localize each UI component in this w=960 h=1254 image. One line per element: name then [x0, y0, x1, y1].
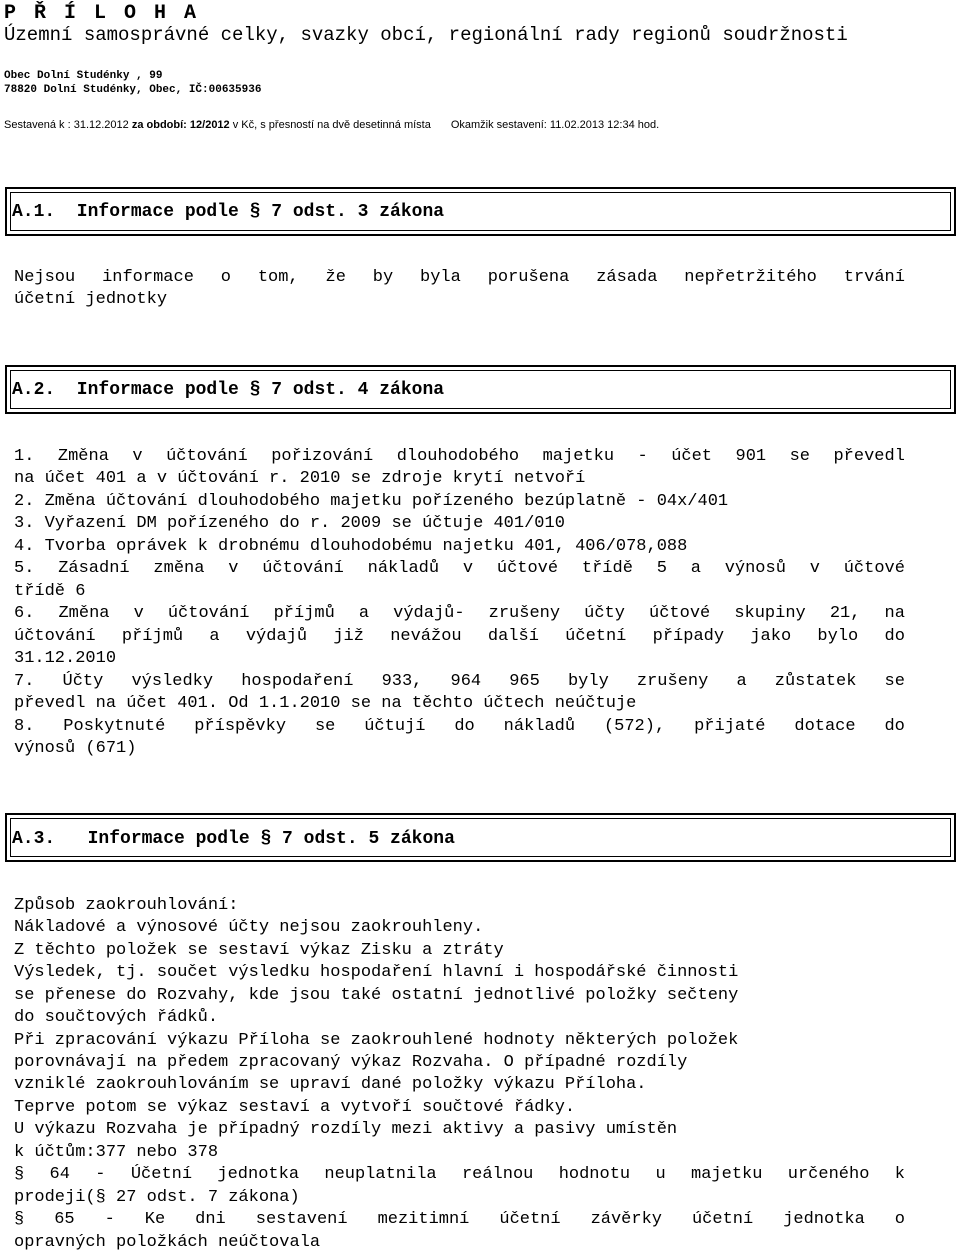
- word: Ke: [144, 1210, 166, 1229]
- word: 964: [450, 672, 482, 691]
- word: 1.: [14, 447, 35, 466]
- word: hospodaření: [241, 672, 354, 691]
- word: -: [95, 1165, 106, 1184]
- section-a3-line: prodeji(§ 27 odst. 7 zákona): [14, 1188, 300, 1207]
- word: a: [736, 672, 747, 691]
- word: majetku: [542, 447, 615, 466]
- word: třídě: [581, 559, 633, 578]
- section-a3-line: k účtům:377 nebo 378: [14, 1143, 219, 1162]
- word: nákladů: [367, 559, 440, 578]
- word: -: [637, 447, 648, 466]
- word: že: [325, 268, 346, 287]
- word: Změna: [57, 447, 109, 466]
- word: majetku: [691, 1165, 763, 1184]
- word: 965: [509, 672, 540, 691]
- word: zrušeny: [488, 604, 561, 623]
- section-a2-line: [14, 603, 905, 625]
- word: zrušeny: [636, 672, 709, 691]
- section-a2-line: třídě 6: [14, 582, 86, 601]
- word: Změna: [58, 604, 110, 623]
- section-a2-line: [14, 716, 905, 738]
- word: do: [884, 717, 905, 736]
- word: určeného: [787, 1165, 870, 1184]
- organization-address: 78820 Dolní Studénky, Obec, IČ:00635936: [4, 84, 262, 96]
- word: -: [104, 1210, 115, 1229]
- word: účtování: [14, 627, 96, 646]
- word: v: [132, 447, 143, 466]
- section-a3-line: [14, 1209, 905, 1231]
- section-a3-line: Při zpracování výkazu Příloha se zaokrouhlené hodnoty některých položek: [14, 1031, 739, 1050]
- section-a3-line: Teprve potom se výkaz sestaví a vytvoří součtové řádky.: [14, 1098, 576, 1117]
- section-a3-line: se přenese do Rozvahy, kde jsou také ostatní jednotlivé položky sečteny: [14, 986, 739, 1005]
- word: hodnotu: [558, 1165, 631, 1184]
- word: účtové: [649, 604, 711, 623]
- word: dni: [195, 1210, 226, 1229]
- word: byly: [567, 672, 609, 691]
- word: výnosů: [724, 559, 786, 578]
- word: účtové: [496, 559, 559, 578]
- word: bylo: [817, 627, 859, 646]
- word: účtové: [843, 559, 905, 578]
- word: informace: [102, 268, 194, 287]
- word: 933,: [381, 672, 423, 691]
- word: případy: [652, 627, 725, 646]
- word: jako: [750, 627, 792, 646]
- section-a2-line: výnosů (671): [14, 739, 137, 758]
- moment-value: 11.02.2013 12:34 hod.: [549, 119, 660, 131]
- word: sestavení: [255, 1210, 348, 1229]
- report-meta-line: [4, 119, 659, 131]
- section-a2-line: [14, 446, 905, 468]
- word: 901: [735, 447, 767, 466]
- word: byla: [420, 268, 461, 287]
- section-a1-line: [14, 267, 905, 289]
- section-a3-line: porovnávají na předem zpracovaný výkaz Rozvaha. O případné rozdíly: [14, 1053, 688, 1072]
- section-a3-line: Z těchto položek se sestaví výkaz Zisku a ztráty: [14, 941, 504, 960]
- section-a3-line: Způsob zaokrouhlování:: [14, 896, 239, 915]
- word: 8.: [14, 717, 35, 736]
- word: se: [314, 717, 336, 736]
- word: do: [454, 717, 475, 736]
- section-a2-line: 3. Vyřazení DM pořízeného do r. 2009 se účtuje 401/010: [14, 514, 565, 533]
- section-a3-line: U výkazu Rozvaha je případný rozdíly mezi aktivy a pasivy umístěn: [14, 1120, 678, 1139]
- section-a2-line: [14, 558, 905, 580]
- word: účtují: [364, 717, 426, 736]
- compiled-label: Sestavená k :: [4, 119, 71, 131]
- precision-note: v Kč, s přesností na dvě desetinná místa: [232, 119, 431, 131]
- section-a3-line: opravných položkách neúčtovala: [14, 1233, 321, 1252]
- word: 5: [656, 559, 667, 578]
- word: jednotka: [217, 1165, 300, 1184]
- word: účetní: [565, 627, 627, 646]
- section-a3-line: Nákladové a výnosové účty nejsou zaokrouhleny.: [14, 918, 484, 937]
- word: 21,: [829, 604, 861, 623]
- word: reálnou: [461, 1165, 534, 1184]
- word: výsledky: [131, 672, 214, 691]
- word: zásada: [596, 268, 658, 287]
- section-a2-line: 31.12.2010: [14, 649, 117, 668]
- word: v: [462, 559, 474, 578]
- section-a2-line: na účet 401 a v účtování r. 2010 se zdroje krytí netvoří: [14, 469, 586, 488]
- word: příjmů: [273, 604, 335, 623]
- word: o: [220, 268, 231, 287]
- word: účetní: [691, 1210, 754, 1229]
- word: porušena: [487, 268, 570, 287]
- moment-label: Okamžik sestavení:: [450, 119, 547, 131]
- section-a2-line: 2. Změna účtování dlouhodobého majetku pořízeného bezúplatně - 04x/401: [14, 492, 729, 511]
- word: účty: [584, 604, 625, 623]
- word: 65: [54, 1210, 75, 1229]
- compiled-date: 31.12.2012: [73, 119, 129, 131]
- word: dlouhodobého: [396, 447, 520, 466]
- section-a3-heading-box: [5, 813, 956, 862]
- section-a3-line: [14, 1164, 905, 1186]
- word: mezitimní: [377, 1210, 470, 1229]
- word: Nejsou: [14, 268, 76, 287]
- word: a: [690, 559, 701, 578]
- document-subtitle: Územní samosprávné celky, svazky obcí, regionální rady regionů soudržnosti: [4, 24, 848, 46]
- section-a3-heading: A.3. Informace podle § 7 odst. 5 zákona: [12, 829, 455, 849]
- section-a2-heading-box: [5, 365, 956, 414]
- section-a1-heading: A.1. Informace podle § 7 odst. 3 zákona: [12, 202, 445, 222]
- word: Poskytnuté: [63, 717, 166, 736]
- word: nákladů: [503, 717, 576, 736]
- word: trvání: [843, 268, 905, 287]
- section-a2-line: [14, 626, 905, 648]
- word: neuplatnila: [324, 1165, 437, 1184]
- document-title: P Ř Í L O H A: [4, 2, 200, 25]
- word: u: [655, 1165, 666, 1184]
- word: další: [487, 627, 539, 646]
- word: výdajů-: [393, 604, 465, 623]
- word: jednotka: [783, 1210, 865, 1229]
- period-value: 12/2012: [189, 119, 230, 131]
- section-a3-line: do součtových řádků.: [14, 1008, 219, 1027]
- word: 7.: [14, 672, 35, 691]
- word: již: [333, 627, 364, 646]
- word: na: [884, 604, 905, 623]
- word: k: [894, 1165, 905, 1184]
- word: dotace: [794, 717, 856, 736]
- word: změna: [153, 559, 205, 578]
- section-a1-heading-box: [5, 187, 956, 236]
- word: v: [228, 559, 239, 578]
- word: a: [209, 627, 220, 646]
- word: přijaté: [694, 717, 766, 736]
- word: převedl: [833, 447, 905, 466]
- section-a3-line: vzniklé zaokrouhlováním se upraví dané položky výkazu Příloha.: [14, 1075, 647, 1094]
- word: §: [14, 1210, 25, 1229]
- word: a: [358, 604, 370, 623]
- word: tom,: [257, 268, 299, 287]
- word: účet: [671, 447, 713, 466]
- word: účetní: [499, 1210, 561, 1229]
- word: Zásadní: [58, 559, 130, 578]
- section-a2-line: převedl na účet 401. Od 1.1.2010 se na těchto účtech neúčtuje: [14, 694, 637, 713]
- word: příspěvky: [194, 717, 287, 736]
- word: 5.: [14, 559, 35, 578]
- word: zůstatek: [774, 672, 857, 691]
- word: do: [884, 627, 905, 646]
- section-a2-line: 4. Tvorba oprávek k drobnému dlouhodobému najetku 401, 406/078,088: [14, 537, 688, 556]
- section-a2-heading: A.2. Informace podle § 7 odst. 4 zákona: [12, 380, 445, 400]
- word: 6.: [14, 604, 35, 623]
- word: účtování: [167, 604, 250, 623]
- section-a2-line: [14, 671, 905, 693]
- organization-name: Obec Dolní Studénky , 99: [4, 70, 163, 82]
- word: o: [894, 1210, 905, 1229]
- word: nepřetržitého: [684, 268, 817, 287]
- word: účtování: [262, 559, 344, 578]
- word: Účetní: [130, 1165, 193, 1184]
- word: Účty: [62, 672, 104, 691]
- word: závěrky: [590, 1210, 662, 1229]
- period-label: za období:: [131, 119, 187, 131]
- word: účtování: [166, 447, 248, 466]
- word: se: [884, 672, 905, 691]
- section-a1-line: účetní jednotky: [14, 290, 168, 309]
- word: 64: [49, 1165, 70, 1184]
- word: skupiny: [734, 604, 806, 623]
- word: výdajů: [245, 627, 308, 646]
- section-a3-line: Výsledek, tj. součet výsledku hospodaření hlavní i hospodářské činnosti: [14, 963, 739, 982]
- word: by: [372, 268, 394, 287]
- word: příjmů: [121, 627, 184, 646]
- word: v: [809, 559, 820, 578]
- word: pořizování: [271, 447, 374, 466]
- word: nevážou: [390, 627, 462, 646]
- word: (572),: [603, 717, 666, 736]
- word: §: [14, 1165, 25, 1184]
- word: v: [133, 604, 144, 623]
- word: se: [789, 447, 810, 466]
